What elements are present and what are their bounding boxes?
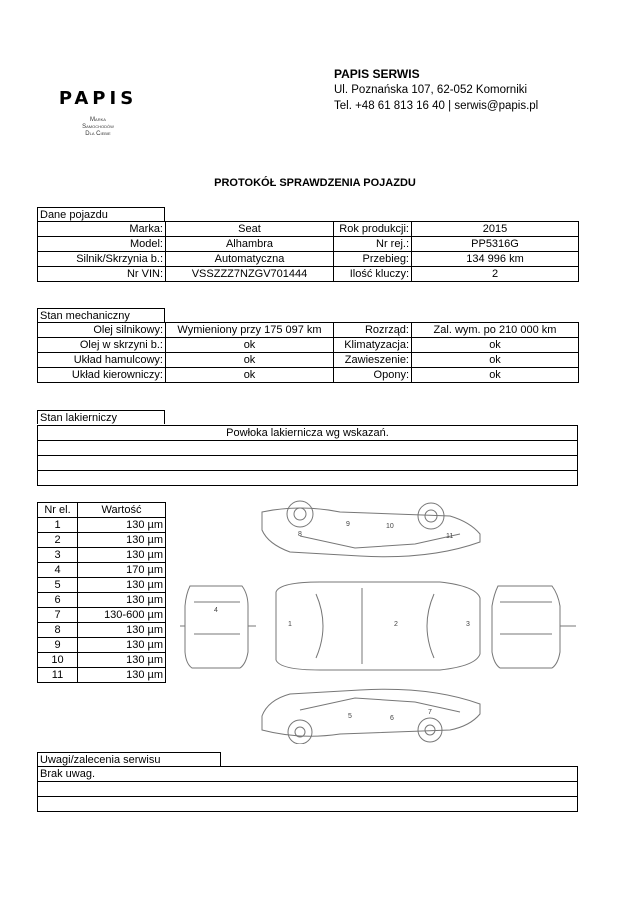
vehicle-row-value: 2 [412,267,579,282]
vehicle-row-label: Rok produkcji: [334,222,412,237]
diagram-label-1: 1 [288,621,292,628]
mechanical-row-value: Zal. wym. po 210 000 km [412,323,579,338]
thickness-value: 130 µm [78,593,166,608]
section-notes-header: Uwagi/zalecenia serwisu [37,752,221,766]
thickness-row [38,653,166,668]
thickness-row [38,668,166,683]
mechanical-row-label: Klimatyzacja: [334,338,412,353]
mechanical-row [38,338,579,353]
company-contact: Tel. +48 61 813 16 40 | serwis@papis.pl [334,100,539,112]
thickness-table [37,502,166,683]
diagram-label-2: 2 [394,621,398,628]
paint-note-table [37,425,578,486]
thickness-element: 9 [38,638,78,653]
thickness-value: 130 µm [78,638,166,653]
thickness-element: 5 [38,578,78,593]
section-paint-header: Stan lakierniczy [37,410,165,424]
vehicle-row-value: Seat [166,222,334,237]
vehicle-row-label: Nr VIN: [38,267,166,282]
diagram-label-4: 4 [214,607,218,614]
paint-empty-row [38,456,578,471]
car-top-view [276,582,480,670]
vehicle-row-value: VSSZZZ7NZGV701444 [166,267,334,282]
thickness-value: 130 µm [78,578,166,593]
mechanical-row-label: Olej w skrzyni b.: [38,338,166,353]
mechanical-row-value: ok [166,338,334,353]
thickness-row [38,593,166,608]
thickness-row [38,608,166,623]
car-side-view-bottom [262,689,480,744]
paint-note: Powłoka lakiernicza wg wskazań. [38,426,578,441]
mechanical-row [38,368,579,383]
thickness-element: 8 [38,623,78,638]
mechanical-row-value: ok [166,353,334,368]
diagram-label-10: 10 [386,523,394,530]
vehicle-row-label: Nr rej.: [334,237,412,252]
notes-empty-row [38,797,578,812]
vehicle-table [37,221,579,282]
mechanical-row [38,323,579,338]
car-side-view-top [262,501,480,557]
vehicle-row [38,267,579,282]
car-diagram [180,494,578,744]
thickness-value: 130 µm [78,533,166,548]
mechanical-row-label: Zawieszenie: [334,353,412,368]
thickness-value: 130 µm [78,518,166,533]
thickness-value: 130 µm [78,623,166,638]
logo-tagline: Marka Samochodów Dla Ciebie [82,117,114,137]
diagram-label-9: 9 [346,521,350,528]
col-header-element: Nr el. [38,503,78,518]
thickness-element: 10 [38,653,78,668]
mechanical-row-value: ok [412,338,579,353]
thickness-element: 1 [38,518,78,533]
thickness-element: 2 [38,533,78,548]
car-rear-view [492,586,576,668]
papis-logo [58,88,138,138]
company-name: PAPIS SERWIS [334,67,420,81]
vehicle-row-value: PP5316G [412,237,579,252]
vehicle-row-label: Marka: [38,222,166,237]
company-header [334,66,538,114]
diagram-label-8: 8 [298,531,302,538]
mechanical-row-label: Układ kierowniczy: [38,368,166,383]
mechanical-row-label: Opony: [334,368,412,383]
document-title: PROTOKÓŁ SPRAWDZENIA POJAZDU [214,177,416,189]
thickness-element: 4 [38,563,78,578]
paint-empty-row [38,471,578,486]
vehicle-row [38,222,579,237]
thickness-element: 6 [38,593,78,608]
notes-text: Brak uwag. [38,767,578,782]
mechanical-table [37,322,579,383]
vehicle-row-label: Ilość kluczy: [334,267,412,282]
section-vehicle-header: Dane pojazdu [37,207,165,221]
thickness-element: 3 [38,548,78,563]
vehicle-row-label: Silnik/Skrzynia b.: [38,252,166,267]
paint-empty-row [38,441,578,456]
thickness-row [38,548,166,563]
logo-name: PAPIS [58,88,138,109]
thickness-element: 11 [38,668,78,683]
thickness-value: 130 µm [78,548,166,563]
vehicle-row-label: Przebieg: [334,252,412,267]
vehicle-row-value: 134 996 km [412,252,579,267]
mechanical-row-value: ok [412,368,579,383]
thickness-value: 170 µm [78,563,166,578]
vehicle-row-value: 2015 [412,222,579,237]
mechanical-row-value: Wymieniony przy 175 097 km [166,323,334,338]
thickness-row [38,578,166,593]
thickness-value: 130-600 µm [78,608,166,623]
thickness-row [38,623,166,638]
mechanical-row-label: Układ hamulcowy: [38,353,166,368]
diagram-label-7: 7 [428,709,432,716]
mechanical-row-label: Rozrząd: [334,323,412,338]
thickness-value: 130 µm [78,668,166,683]
thickness-element: 7 [38,608,78,623]
notes-empty-row [38,782,578,797]
diagram-label-5: 5 [348,713,352,720]
car-front-view [180,586,256,668]
thickness-row [38,563,166,578]
company-address: Ul. Poznańska 107, 62-052 Komorniki [334,84,528,96]
diagram-label-11: 11 [446,533,454,540]
mechanical-row-label: Olej silnikowy: [38,323,166,338]
thickness-row [38,518,166,533]
vehicle-row [38,237,579,252]
mechanical-row-value: ok [166,368,334,383]
thickness-value: 130 µm [78,653,166,668]
mechanical-row [38,353,579,368]
vehicle-row-value: Automatyczna [166,252,334,267]
thickness-row [38,638,166,653]
vehicle-row-label: Model: [38,237,166,252]
thickness-row [38,533,166,548]
diagram-label-6: 6 [390,715,394,722]
section-mechanical-header: Stan mechaniczny [37,308,165,322]
col-header-value: Wartość [78,503,166,518]
vehicle-row [38,252,579,267]
diagram-label-3: 3 [466,621,470,628]
vehicle-row-value: Alhambra [166,237,334,252]
notes-table [37,766,578,812]
mechanical-row-value: ok [412,353,579,368]
